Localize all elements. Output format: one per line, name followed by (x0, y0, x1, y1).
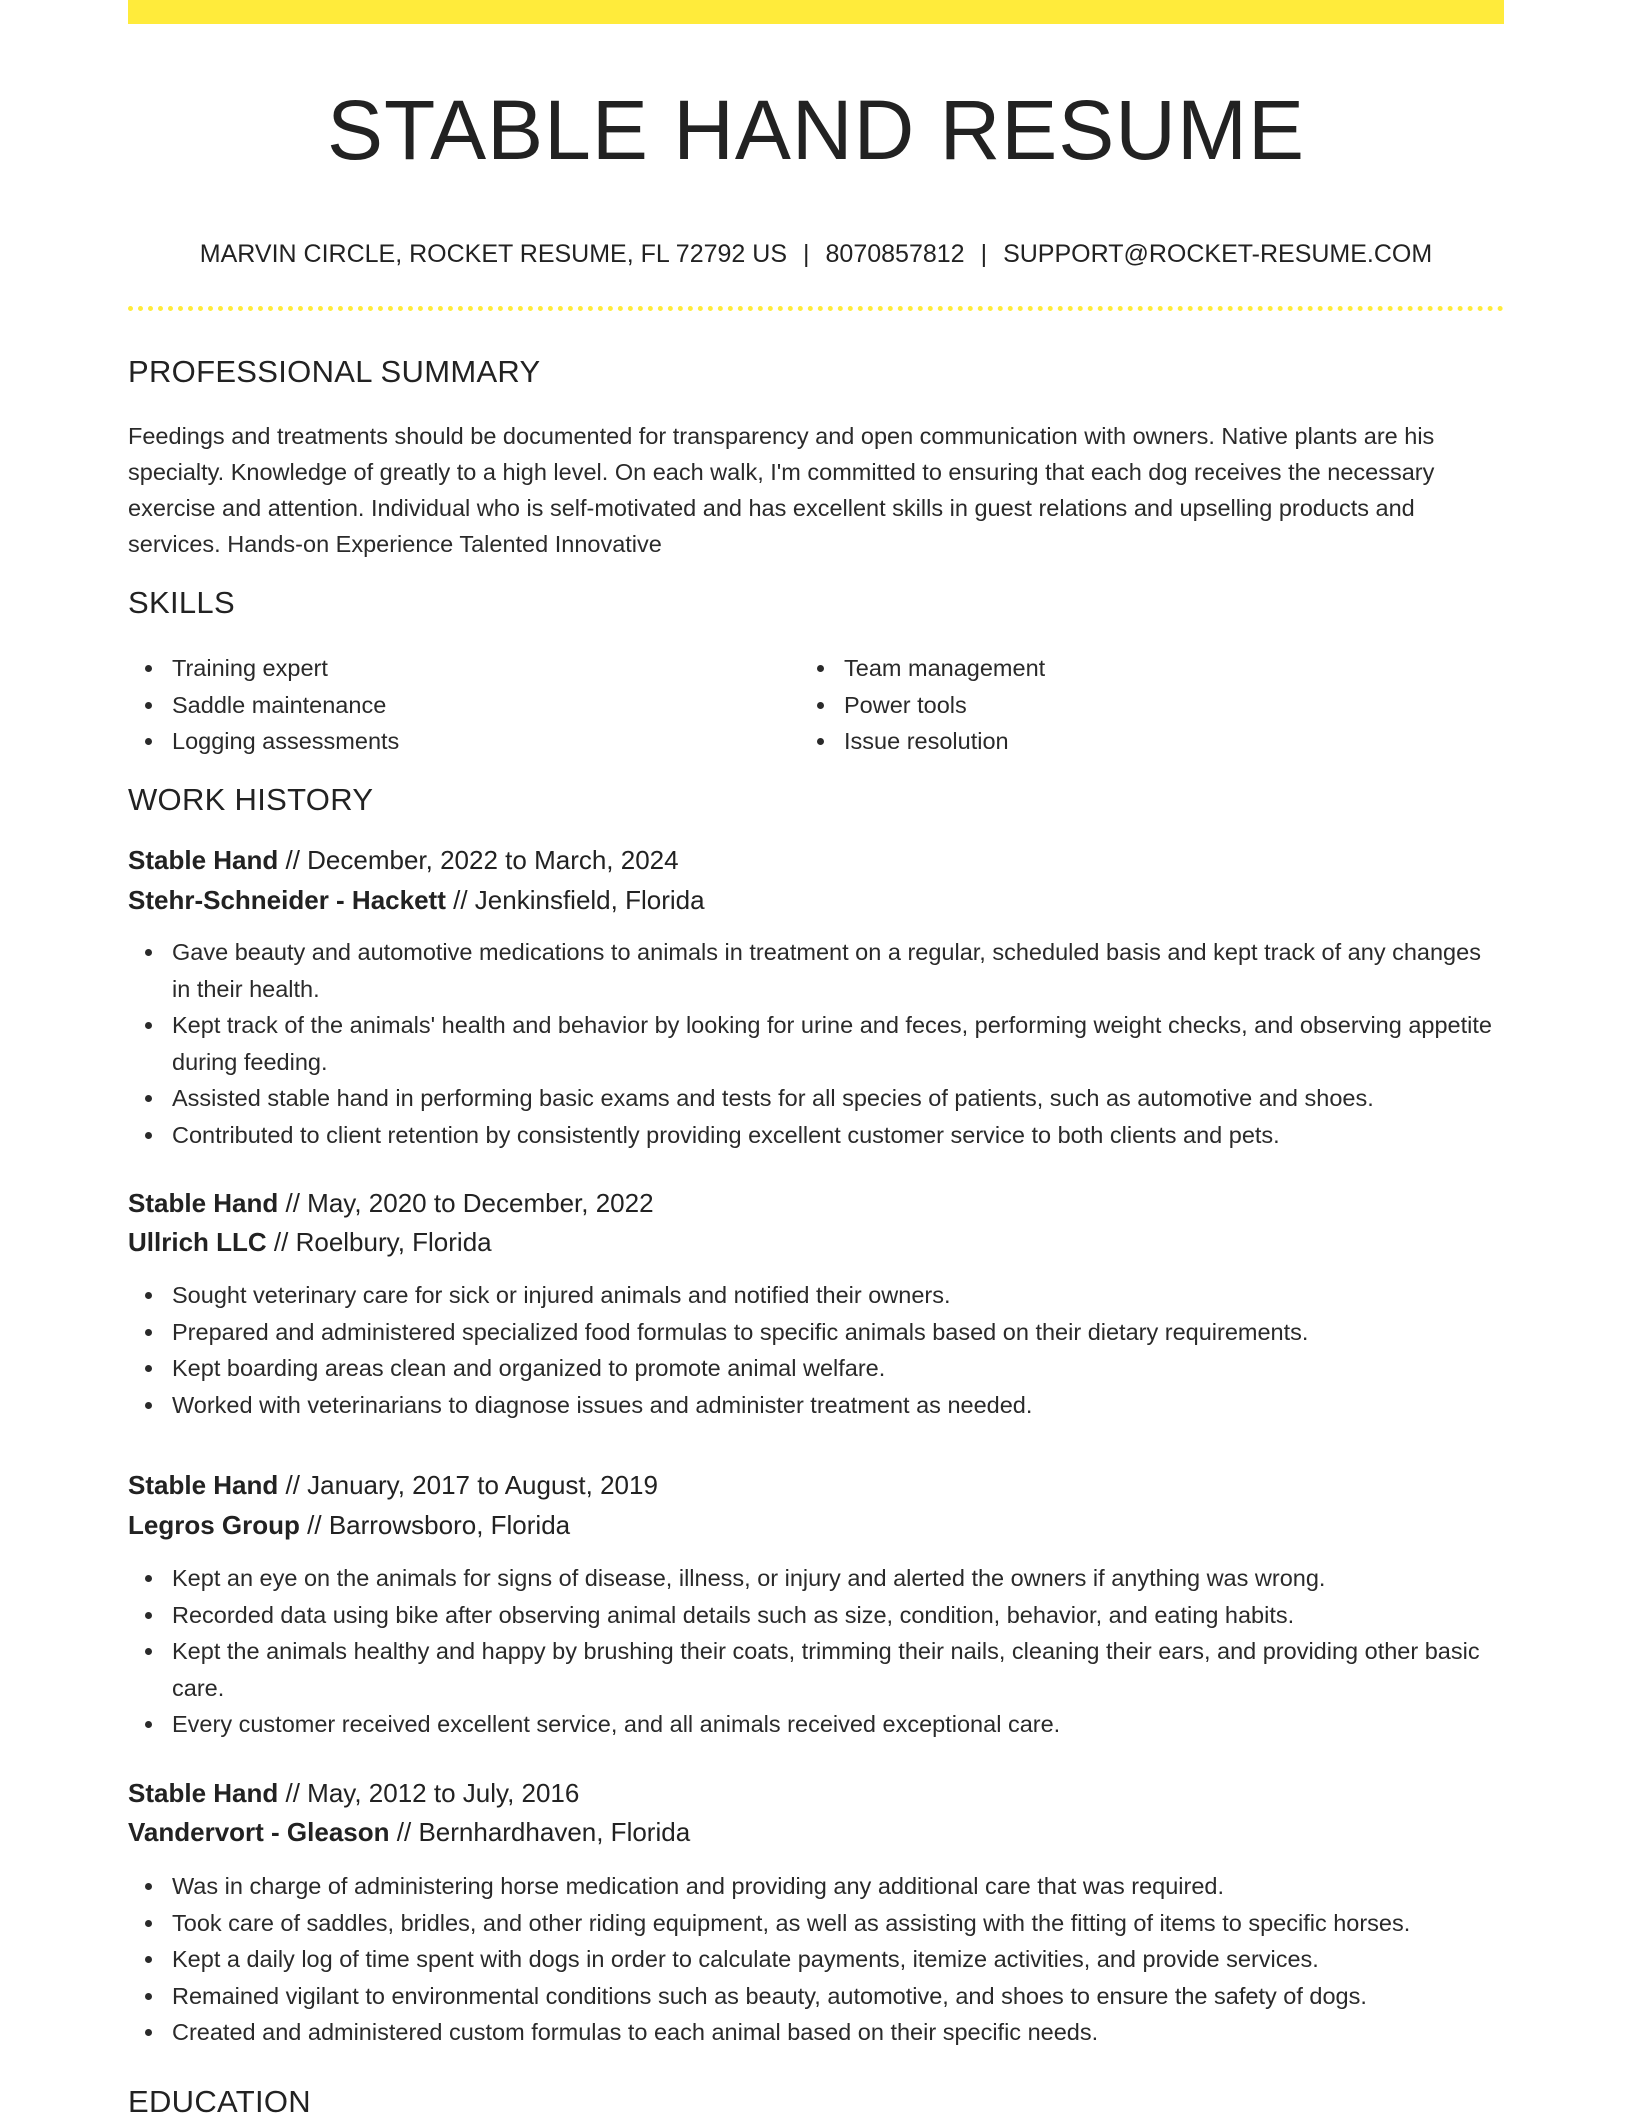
job-bullet-item: Kept a daily log of time spent with dogs in order to calculate payments, itemize activities, and provide services. (128, 1941, 1504, 1978)
job-bullets (128, 1560, 1504, 1743)
job-delimiter: // (299, 1510, 329, 1540)
work-history-heading: WORK HISTORY (128, 782, 374, 817)
job-bullet-item: Kept an eye on the animals for signs of disease, illness, or injury and alerted the owners if anything was wrong. (128, 1560, 1504, 1597)
job-bullets (128, 934, 1504, 1153)
skills-list-right (800, 650, 1460, 760)
education-heading: EDUCATION (128, 2084, 311, 2119)
summary-text: Feedings and treatments should be documented for transparency and open communication with owners. Native plants are his specialty. Knowledge of greatly to a high level. On each walk, I'm committed to ensuring that each dog receives the necessary exercise and attention. Individual who is self-motivated and has excellent skills in guest relations and upselling products and services. Hands-on Experience Talented Innovative (128, 423, 1435, 557)
job-bullet-item: Kept boarding areas clean and organized to promote animal welfare. (128, 1350, 1504, 1387)
job-company-line (128, 882, 705, 918)
skills-list-left (128, 650, 788, 760)
skill-item: Logging assessments (128, 723, 788, 760)
job-role: Stable Hand (128, 1778, 279, 1808)
job-bullet-item: Worked with veterinarians to diagnose issues and administer treatment as needed. (128, 1387, 1504, 1424)
dotted-divider (128, 306, 1504, 311)
resume-title: STABLE HAND RESUME (327, 83, 1305, 177)
job-delimiter: // (266, 1227, 296, 1257)
job-location: Bernhardhaven, Florida (418, 1817, 691, 1847)
contact-address: MARVIN CIRCLE, ROCKET RESUME, FL 72792 US (199, 240, 788, 268)
job-role: Stable Hand (128, 1470, 279, 1500)
job-dates: May, 2020 to December, 2022 (307, 1188, 654, 1218)
skill-item: Issue resolution (800, 723, 1460, 760)
contact-line (128, 236, 1504, 272)
job-bullet-item: Assisted stable hand in performing basic exams and tests for all species of patients, such as automotive and shoes. (128, 1080, 1504, 1117)
job-bullet-item: Sought veterinary care for sick or injured animals and notified their owners. (128, 1277, 1504, 1314)
job-bullet-item: Remained vigilant to environmental conditions such as beauty, automotive, and shoes to ensure the safety of dogs. (128, 1978, 1504, 2015)
summary-heading: PROFESSIONAL SUMMARY (128, 354, 541, 389)
job-bullet-item: Contributed to client retention by consistently providing excellent customer service to both clients and pets. (128, 1117, 1504, 1154)
job-bullet-item: Was in charge of administering horse medication and providing any additional care that was required. (128, 1868, 1504, 1905)
job-delimiter: // (278, 1470, 308, 1500)
job-dates: January, 2017 to August, 2019 (307, 1470, 658, 1500)
job-bullet-item: Gave beauty and automotive medications to animals in treatment on a regular, scheduled basis and kept track of any changes in their health. (128, 934, 1504, 1007)
job-role: Stable Hand (128, 1188, 279, 1218)
job-delimiter: // (278, 1778, 308, 1808)
contact-separator: | (803, 240, 810, 268)
job-location: Barrowsboro, Florida (328, 1510, 571, 1540)
job-delimiter: // (445, 885, 475, 915)
job-company: Stehr-Schneider - Hackett (128, 885, 446, 915)
job-location: Roelbury, Florida (295, 1227, 492, 1257)
job-bullet-item: Every customer received excellent service, and all animals received exceptional care. (128, 1706, 1504, 1743)
job-bullet-item: Kept the animals healthy and happy by brushing their coats, trimming their nails, cleaning their ears, and providing other basic care. (128, 1633, 1504, 1706)
job-company-line (128, 1224, 492, 1260)
job-bullet-item: Took care of saddles, bridles, and other riding equipment, as well as assisting with the fitting of items to specific horses. (128, 1905, 1504, 1942)
job-company: Vandervort - Gleason (128, 1817, 390, 1847)
job-delimiter: // (278, 1188, 308, 1218)
contact-email: SUPPORT@ROCKET-RESUME.COM (1003, 240, 1433, 268)
job-dates: May, 2012 to July, 2016 (307, 1778, 580, 1808)
job-company: Ullrich LLC (128, 1227, 267, 1257)
job-title-line (128, 1467, 658, 1503)
job-role: Stable Hand (128, 845, 279, 875)
skill-item: Saddle maintenance (128, 687, 788, 724)
job-location: Jenkinsfield, Florida (474, 885, 705, 915)
job-dates: December, 2022 to March, 2024 (307, 845, 679, 875)
skill-item: Training expert (128, 650, 788, 687)
contact-separator: | (980, 240, 988, 268)
job-bullet-item: Created and administered custom formulas to each animal based on their specific needs. (128, 2014, 1504, 2051)
skill-item: Power tools (800, 687, 1460, 724)
job-bullet-item: Recorded data using bike after observing animal details such as size, condition, behavior, and eating habits. (128, 1597, 1504, 1634)
top-accent-bar (128, 0, 1504, 24)
job-title-line (128, 842, 679, 878)
resume-page (128, 0, 1504, 2119)
job-bullets (128, 1868, 1504, 2051)
job-company-line (128, 1814, 690, 1850)
job-title-line (128, 1185, 654, 1221)
job-delimiter: // (278, 845, 308, 875)
job-title-line (128, 1775, 579, 1811)
job-bullet-item: Prepared and administered specialized food formulas to specific animals based on their dietary requirements. (128, 1314, 1504, 1351)
job-bullet-item: Kept track of the animals' health and behavior by looking for urine and feces, performing weight checks, and observing appetite during feeding. (128, 1007, 1504, 1080)
job-delimiter: // (389, 1817, 419, 1847)
skills-heading: SKILLS (128, 585, 235, 620)
contact-phone: 8070857812 (825, 240, 965, 268)
skill-item: Team management (800, 650, 1460, 687)
job-company-line (128, 1507, 570, 1543)
job-bullets (128, 1277, 1504, 1423)
job-company: Legros Group (128, 1510, 300, 1540)
